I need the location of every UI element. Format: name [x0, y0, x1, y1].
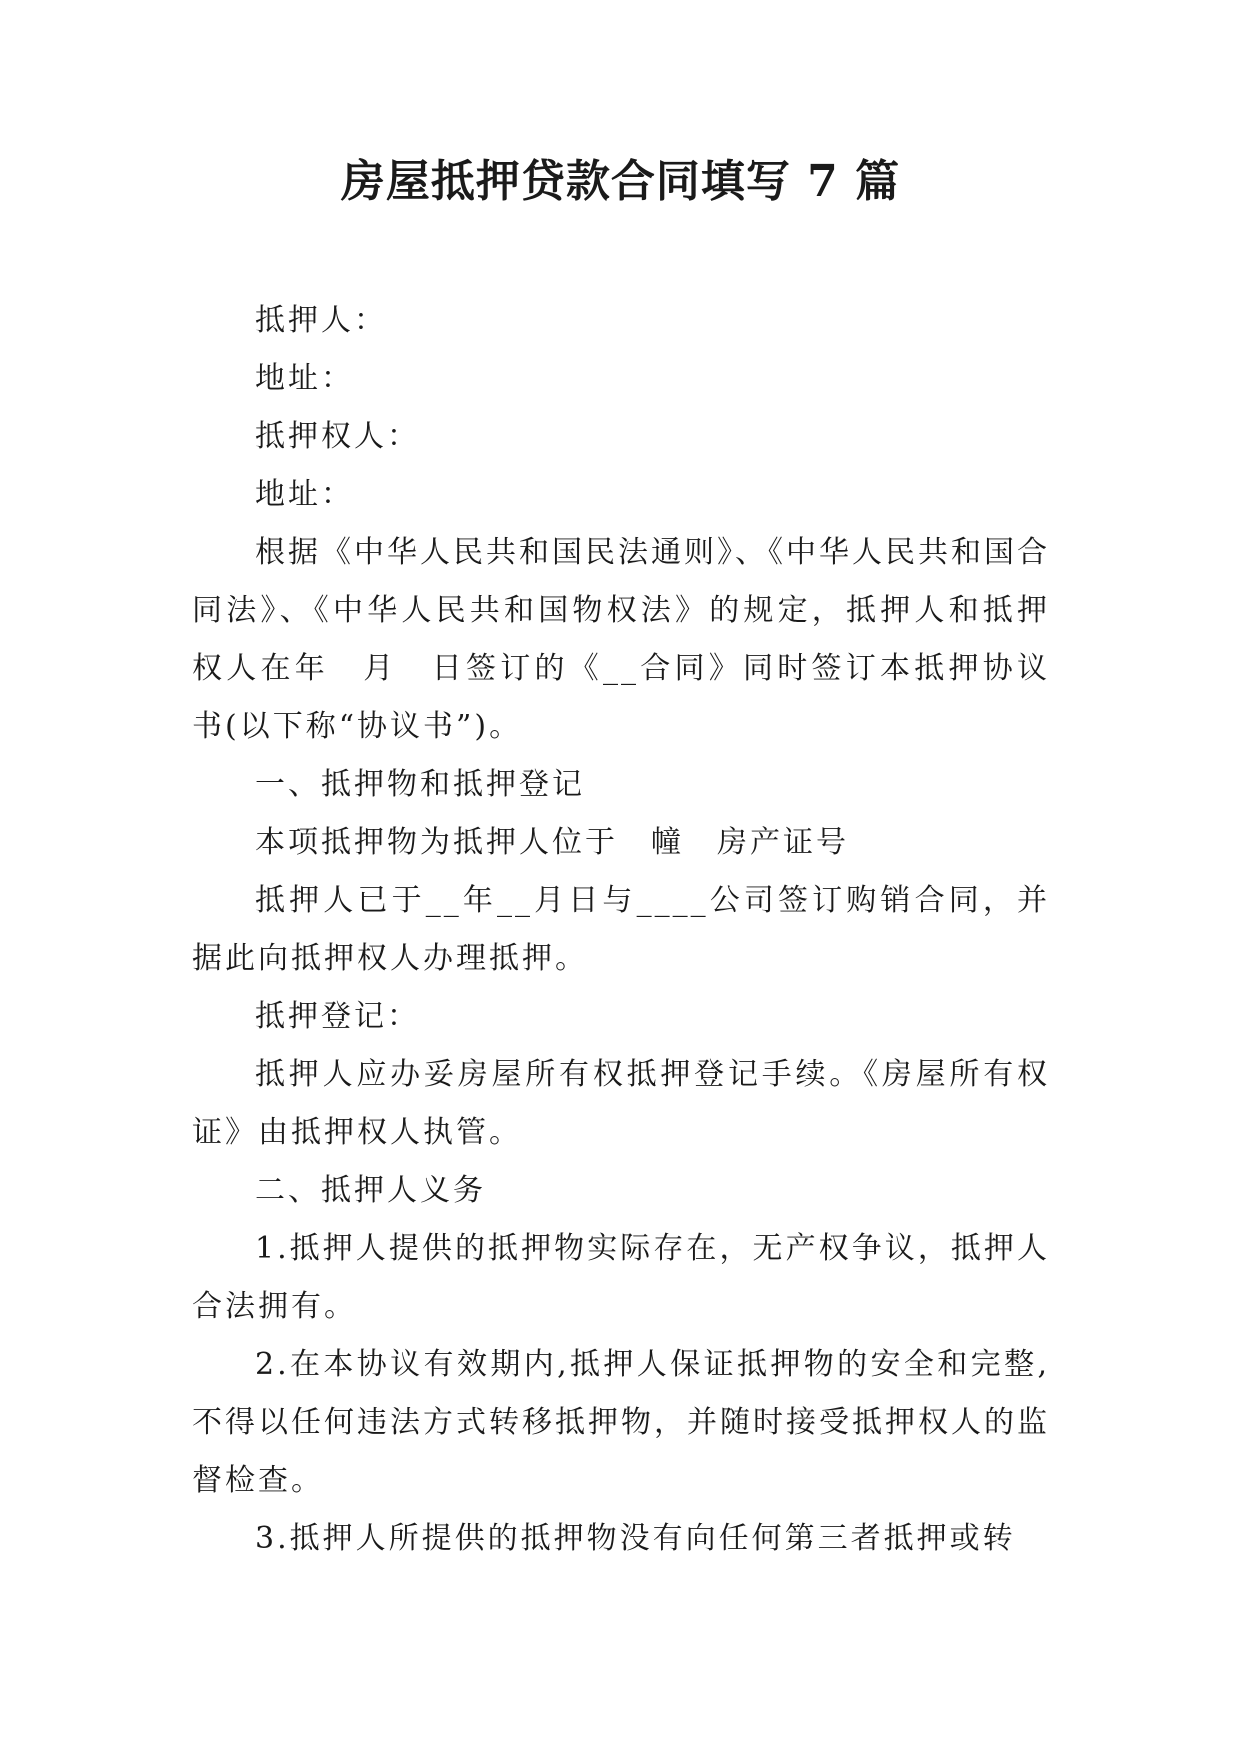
document-body: [192, 292, 1050, 1568]
paragraph-purchase-contract: 抵押人已于__年__月日与____公司签订购销合同，并据此向抵押权人办理抵押。: [192, 883, 1050, 976]
clause-1: 1.抵押人提供的抵押物实际存在，无产权争议，抵押人合法拥有。: [192, 1231, 1050, 1324]
section-heading-2: 二、抵押人义务: [255, 1173, 486, 1208]
section-heading-1: 一、抵押物和抵押登记: [255, 767, 585, 802]
clause-3: 3.抵押人所提供的抵押物没有向任何第三者抵押或转: [255, 1521, 1016, 1556]
paragraph-collateral: 本项抵押物为抵押人位于 幢 房产证号: [255, 825, 849, 860]
paragraph-registration-label: 抵押登记：: [255, 999, 420, 1034]
paragraph-mortgagee-address: 地址：: [255, 477, 354, 512]
paragraph-mortgagee: 抵押权人：: [255, 419, 420, 454]
paragraph-legal-basis: 根据《中华人民共和国民法通则》、《中华人民共和国合同法》、《中华人民共和国物权法》的规定，抵押人和抵押权人在年 月 日签订的《__合同》同时签订本抵押协议书(以下称“协议书”)。: [192, 535, 1050, 744]
paragraph-registration: 抵押人应办妥房屋所有权抵押登记手续。《房屋所有权证》由抵押权人执管。: [192, 1057, 1050, 1150]
paragraph-mortgagor: 抵押人：: [255, 303, 387, 338]
paragraph-mortgagor-address: 地址：: [255, 361, 354, 396]
clause-2: 2.在本协议有效期内,抵押人保证抵押物的安全和完整,不得以任何违法方式转移抵押物，并随时接受抵押权人的监督检查。: [192, 1347, 1050, 1498]
document-title: 房屋抵押贷款合同填写 7 篇: [340, 156, 901, 207]
